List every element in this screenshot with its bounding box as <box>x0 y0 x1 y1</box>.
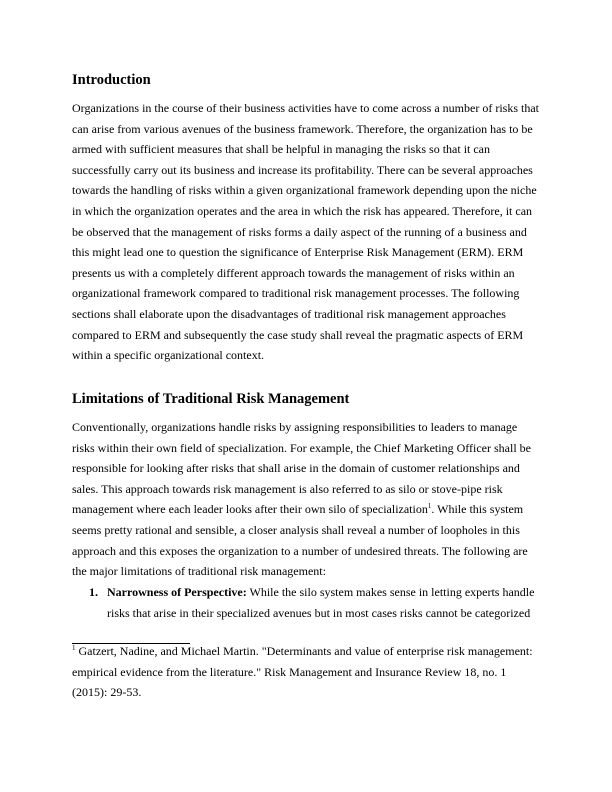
list-item-text: While the silo system makes sense in letting experts handle <box>246 585 535 599</box>
limitations-line: responsible for looking after risks that shall arise in the domain of customer relationships and <box>72 461 520 476</box>
intro-line: organizational framework compared to traditional risk management processes. The following <box>72 286 520 301</box>
footnote <box>72 641 542 703</box>
intro-line: be observed that the management of risks forms a daily aspect of the running of a business and <box>72 224 527 239</box>
intro-line: can arise from various avenues of the business framework. Therefore, the organization has to be <box>72 121 533 136</box>
limitations-line-text: . While this system <box>431 502 524 517</box>
intro-line: this might lead one to question the significance of Enterprise Risk Management (ERM). ERM <box>72 245 524 260</box>
limitations-line: seems pretty rational and sensible, a closer analysis shall reveal a number of loopholes in this <box>72 522 520 537</box>
limitations-line: Conventionally, organizations handle risks by assigning responsibilities to leaders to manage <box>72 420 518 434</box>
intro-line: presents us with a completely different approach towards the management of risks within an <box>72 265 515 280</box>
intro-line: within a specific organizational context. <box>72 348 265 363</box>
intro-paragraph <box>72 98 542 366</box>
list-item-line: risks that arise in their specialized avenues but in most cases risks cannot be categorized <box>107 605 531 620</box>
intro-line: sections shall elaborate upon the disadvantages of traditional risk management approaches <box>72 306 506 321</box>
intro-line: in which the organization operates and the area in which the risk has appeared. Therefore, it can <box>72 203 533 218</box>
limitations-line: the major limitations of traditional risk management: <box>72 564 326 579</box>
limitations-line <box>72 499 542 520</box>
limitations-line: sales. This approach towards risk management is also referred to as silo or stove-pipe risk <box>72 481 503 496</box>
footnote-marker: 1 <box>72 644 76 652</box>
limitations-paragraph <box>72 417 542 582</box>
footnote-line <box>72 641 542 662</box>
list-number: 1. <box>89 585 98 599</box>
limitations-heading: Limitations of Traditional Risk Management <box>72 391 350 407</box>
limitations-line-text: management where each leader looks after their own silo of specialization <box>72 502 428 517</box>
footnote-reference[interactable]: 1 <box>427 502 432 511</box>
footnote-line: (2015): 29-53. <box>72 685 142 700</box>
limitations-line: risks within their own field of specialization. For example, the Chief Marketing Officer shall be <box>72 440 531 455</box>
list-item-term: Narrowness of Perspective: <box>107 585 247 599</box>
intro-line: towards the handling of risks within a given organizational framework depending upon the niche <box>72 183 537 198</box>
footnote-line: empirical evidence from the literature." Risk Management and Insurance Review 18, no. 1 <box>72 664 507 679</box>
intro-heading: Introduction <box>72 72 151 88</box>
intro-line: successfully carry out its business and increase its profitability. There can be several approaches <box>72 162 533 177</box>
list-item-body <box>107 582 547 623</box>
intro-line: Organizations in the course of their business activities have to come across a number of risks that <box>72 101 539 115</box>
footnote-text: Gatzert, Nadine, and Michael Martin. "Determinants and value of enterprise risk management: <box>75 644 533 658</box>
intro-line: armed with sufficient measures that shall be helpful in managing the risks so that it can <box>72 142 491 157</box>
list-item-line <box>107 582 547 603</box>
limitations-line: approach and this exposes the organization to a number of undesired threats. The following are <box>72 543 528 558</box>
intro-line: compared to ERM and subsequently the case study shall reveal the pragmatic aspects of ERM <box>72 327 524 342</box>
